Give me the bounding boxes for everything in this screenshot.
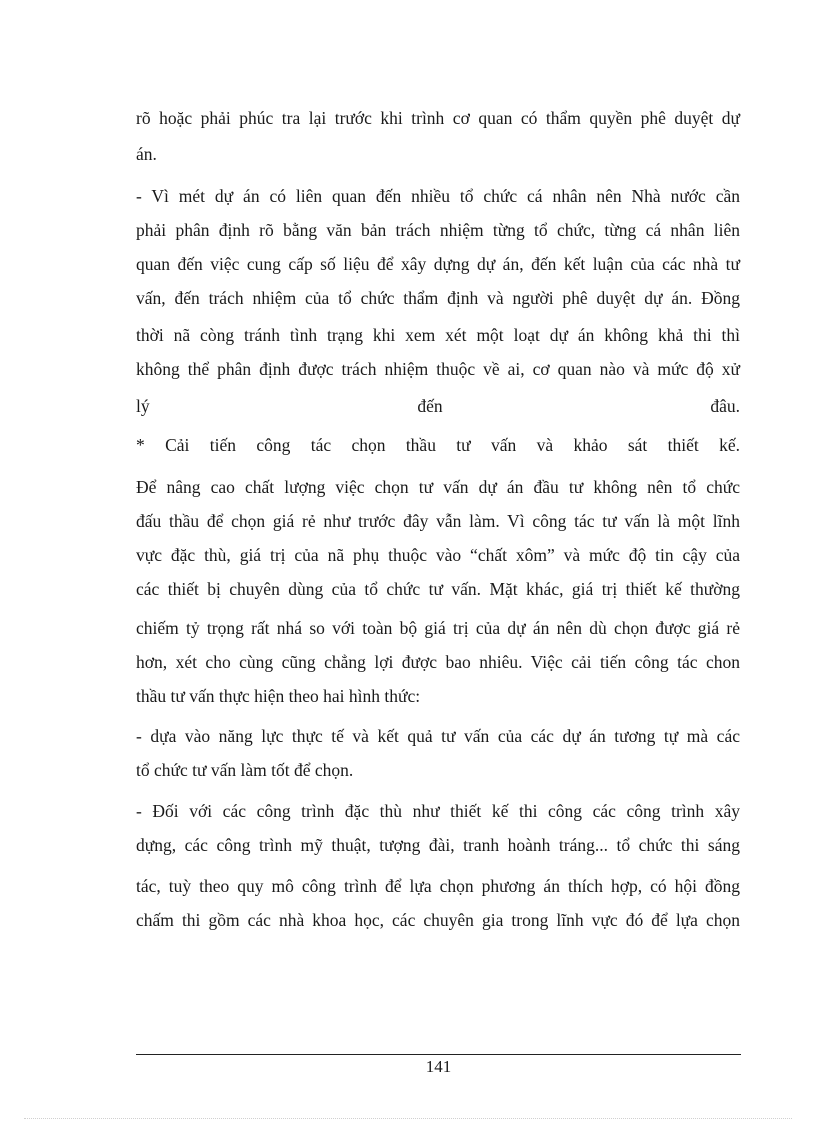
text-line: vực đặc thù, giá trị của nã phụ thuộc vào “chất xôm” và mức độ tin cậy của — [136, 545, 740, 565]
page-edge-divider — [24, 1118, 792, 1119]
text-line: thầu tư vấn thực hiện theo hai hình thức: — [136, 686, 421, 706]
text-line: chấm thi gồm các nhà khoa học, các chuyên gia trong lĩnh vực đó để lựa chọn — [136, 910, 740, 930]
text-line: vấn, đến trách nhiệm của tổ chức thẩm định và người phê duyệt dự án. Đồng — [136, 288, 740, 308]
text-line: - Vì mét dự án có liên quan đến nhiều tổ chức cá nhân nên Nhà nước cần — [136, 186, 740, 206]
footer-divider — [136, 1054, 741, 1055]
text-line: - Đối với các công trình đặc thù như thiết kế thi công các công trình xây — [136, 801, 740, 821]
text-line: tác, tuỳ theo quy mô công trình để lựa chọn phương án thích hợp, có hội đồng — [136, 876, 740, 896]
text-line: chiếm tỷ trọng rất nhá so với toàn bộ giá trị của dự án nên dù chọn được giá rẻ — [136, 618, 740, 638]
text-line: lý đến đâu. — [136, 396, 740, 416]
text-line: rõ hoặc phải phúc tra lại trước khi trình cơ quan có thẩm quyền phê duyệt dự — [136, 108, 740, 128]
text-line: quan đến việc cung cấp số liệu để xây dựng dự án, đến kết luận của các nhà tư — [136, 254, 740, 274]
text-line: đấu thầu để chọn giá rẻ như trước đây vẫn làm. Vì công tác tư vấn là một lĩnh — [136, 511, 740, 531]
text-line: án. — [136, 144, 157, 164]
text-line: thời nã còng tránh tình trạng khi xem xét một loạt dự án không khả thi thì — [136, 325, 740, 345]
text-line: phải phân định rõ bằng văn bản trách nhiệm từng tổ chức, từng cá nhân liên — [136, 220, 740, 240]
text-line: tổ chức tư vấn làm tốt để chọn. — [136, 760, 354, 780]
text-line: dựng, các công trình mỹ thuật, tượng đài, tranh hoành tráng... tổ chức thi sáng — [136, 835, 740, 855]
section-heading: * Cải tiến công tác chọn thầu tư vấn và khảo sát thiết kế. — [136, 435, 740, 455]
text-line: - dựa vào năng lực thực tế và kết quả tư vấn của các dự án tương tự mà các — [136, 726, 740, 746]
text-line: Để nâng cao chất lượng việc chọn tư vấn dự án đầu tư không nên tổ chức — [136, 477, 740, 497]
page-number: 141 — [425, 1057, 452, 1076]
text-line: hơn, xét cho cùng cũng chẳng lợi được bao nhiêu. Việc cải tiến công tác chon — [136, 652, 740, 672]
text-line: các thiết bị chuyên dùng của tổ chức tư vấn. Mặt khác, giá trị thiết kế thường — [136, 579, 740, 599]
text-line: không thể phân định được trách nhiệm thuộc về ai, cơ quan nào và mức độ xử — [136, 359, 740, 379]
